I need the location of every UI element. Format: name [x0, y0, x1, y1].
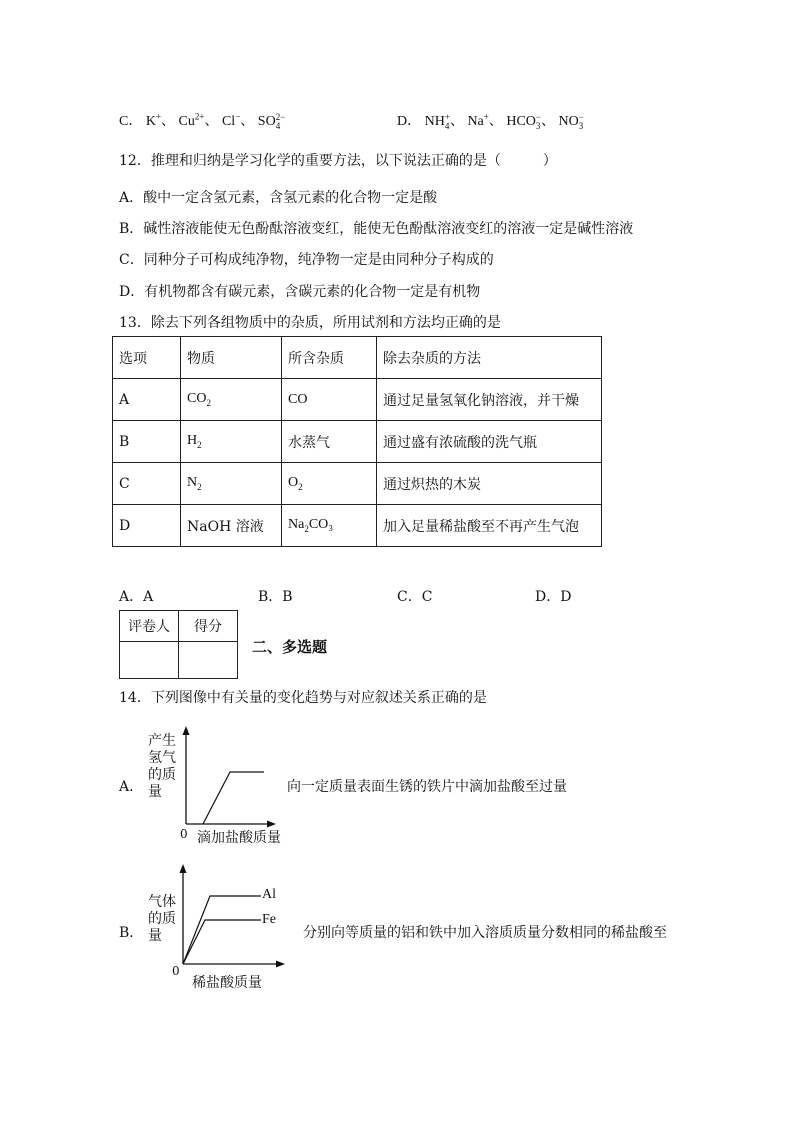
graph-b-origin: 0 [172, 964, 180, 978]
graph-b-xlabel: 稀盐酸质量 [192, 975, 262, 991]
graph-b-label-al: Al [262, 887, 276, 902]
q12-option-b: B．碱性溶液能使无色酚酞溶液变红，能使无色酚酞溶液变红的溶液一定是碱性溶液 [119, 221, 634, 237]
graph-b-y-arrow [180, 864, 187, 873]
reviewer-field[interactable] [120, 642, 179, 679]
cell-method: 加入足量稀盐酸至不再产生气泡 [377, 505, 602, 547]
cell-option: D [113, 505, 181, 547]
header-substance: 物质 [181, 337, 282, 379]
cell-impurity: $Na_2CO_3$ [282, 505, 377, 547]
cell-impurity: $O_2$ [282, 463, 377, 505]
section-title: 二、多选题 [252, 638, 328, 656]
graph-a-description: 向一定质量表面生锈的铁片中滴加盐酸至过量 [287, 779, 567, 795]
q14-option-b-label: B． [119, 925, 144, 941]
q13-table [112, 336, 602, 547]
ion-no3: NO − 3 [558, 111, 584, 131]
graph-b-ylabel: 气体 的质 量 [148, 894, 176, 944]
graph-a-y-arrow [183, 726, 190, 735]
table-row [113, 379, 602, 421]
graph-b-label-fe: Fe [262, 912, 276, 927]
graph-a-ylabel: 产生 氢气 的质 量 [148, 733, 176, 800]
cell-impurity: CO [282, 379, 377, 421]
q12-option-c: C．同种分子可构成纯净物，纯净物一定是由同种分子构成的 [119, 252, 494, 268]
cell-substance: $N_2$ [181, 463, 282, 505]
ion-cl: Cl− [221, 111, 241, 129]
cell-method: 通过足量氢氧化钠溶液，并干燥 [377, 379, 602, 421]
table-row [113, 505, 602, 547]
graph-b-line-al [183, 896, 261, 964]
header-method: 除去杂质的方法 [377, 337, 602, 379]
reviewer-label: 评卷人 [120, 611, 179, 642]
q14-option-a-label: A． [119, 779, 144, 795]
q11-option-d: D． NH + 4 、 Na+、 HCO − 3 、 NO − 3 [397, 111, 584, 131]
score-box [119, 610, 238, 679]
cell-option: B [113, 421, 181, 463]
q13-answer-c: C．C [397, 589, 433, 605]
graph-b-description: 分别向等质量的铝和铁中加入溶质质量分数相同的稀盐酸至 [303, 925, 667, 941]
table-row [113, 463, 602, 505]
q12-option-d: D．有机物都含有碳元素，含碳元素的化合物一定是有机物 [119, 284, 481, 300]
score-label: 得分 [179, 611, 238, 642]
graph-a-xlabel: 滴加盐酸质量 [197, 830, 281, 846]
ion-k: K+ [145, 111, 162, 129]
q14-stem: 14．下列图像中有关量的变化趋势与对应叙述关系正确的是 [119, 690, 487, 706]
graph-a-origin: 0 [180, 827, 188, 841]
graph-a-curve [203, 772, 264, 824]
score-field[interactable] [179, 642, 238, 679]
header-option: 选项 [113, 337, 181, 379]
q11-option-c: C． K+、 $Cu^{2+}$、 Cl−、 SO 2− 4 [119, 111, 286, 131]
graph-a [178, 724, 278, 828]
graph-b-line-fe [183, 920, 261, 964]
q13-stem: 13．除去下列各组物质中的杂质，所用试剂和方法均正确的是 [119, 315, 501, 331]
ion-na: Na+ [467, 111, 489, 129]
table-row [113, 421, 602, 463]
cell-impurity: 水蒸气 [282, 421, 377, 463]
ion-cu: $Cu^{2+}$ [178, 111, 205, 129]
header-impurity: 所含杂质 [282, 337, 377, 379]
cell-option: A [113, 379, 181, 421]
table-header-row [113, 337, 602, 379]
option-label: D． [397, 114, 422, 129]
q12-stem: 12．推理和归纳是学习化学的重要方法，以下说法正确的是（ ） [119, 153, 557, 169]
ion-hco3: HCO − 3 [506, 111, 541, 131]
cell-substance: $CO_2$ [181, 379, 282, 421]
cell-method: 通过盛有浓硫酸的洗气瓶 [377, 421, 602, 463]
cell-substance: NaOH 溶液 [181, 505, 282, 547]
q13-answer-d: D．D [535, 589, 572, 605]
graph-b-x-arrow [276, 961, 285, 968]
q13-answer-a: A．A [119, 589, 154, 605]
q13-answer-b: B．B [258, 589, 293, 605]
cell-option: C [113, 463, 181, 505]
cell-method: 通过炽热的木炭 [377, 463, 602, 505]
option-label: C． [119, 114, 143, 129]
ion-so4: SO 2− 4 [257, 111, 286, 131]
ion-nh4: NH + 4 [424, 111, 450, 131]
q12-option-a: A．酸中一定含氢元素，含氢元素的化合物一定是酸 [119, 190, 438, 206]
cell-substance: $H_2$ [181, 421, 282, 463]
